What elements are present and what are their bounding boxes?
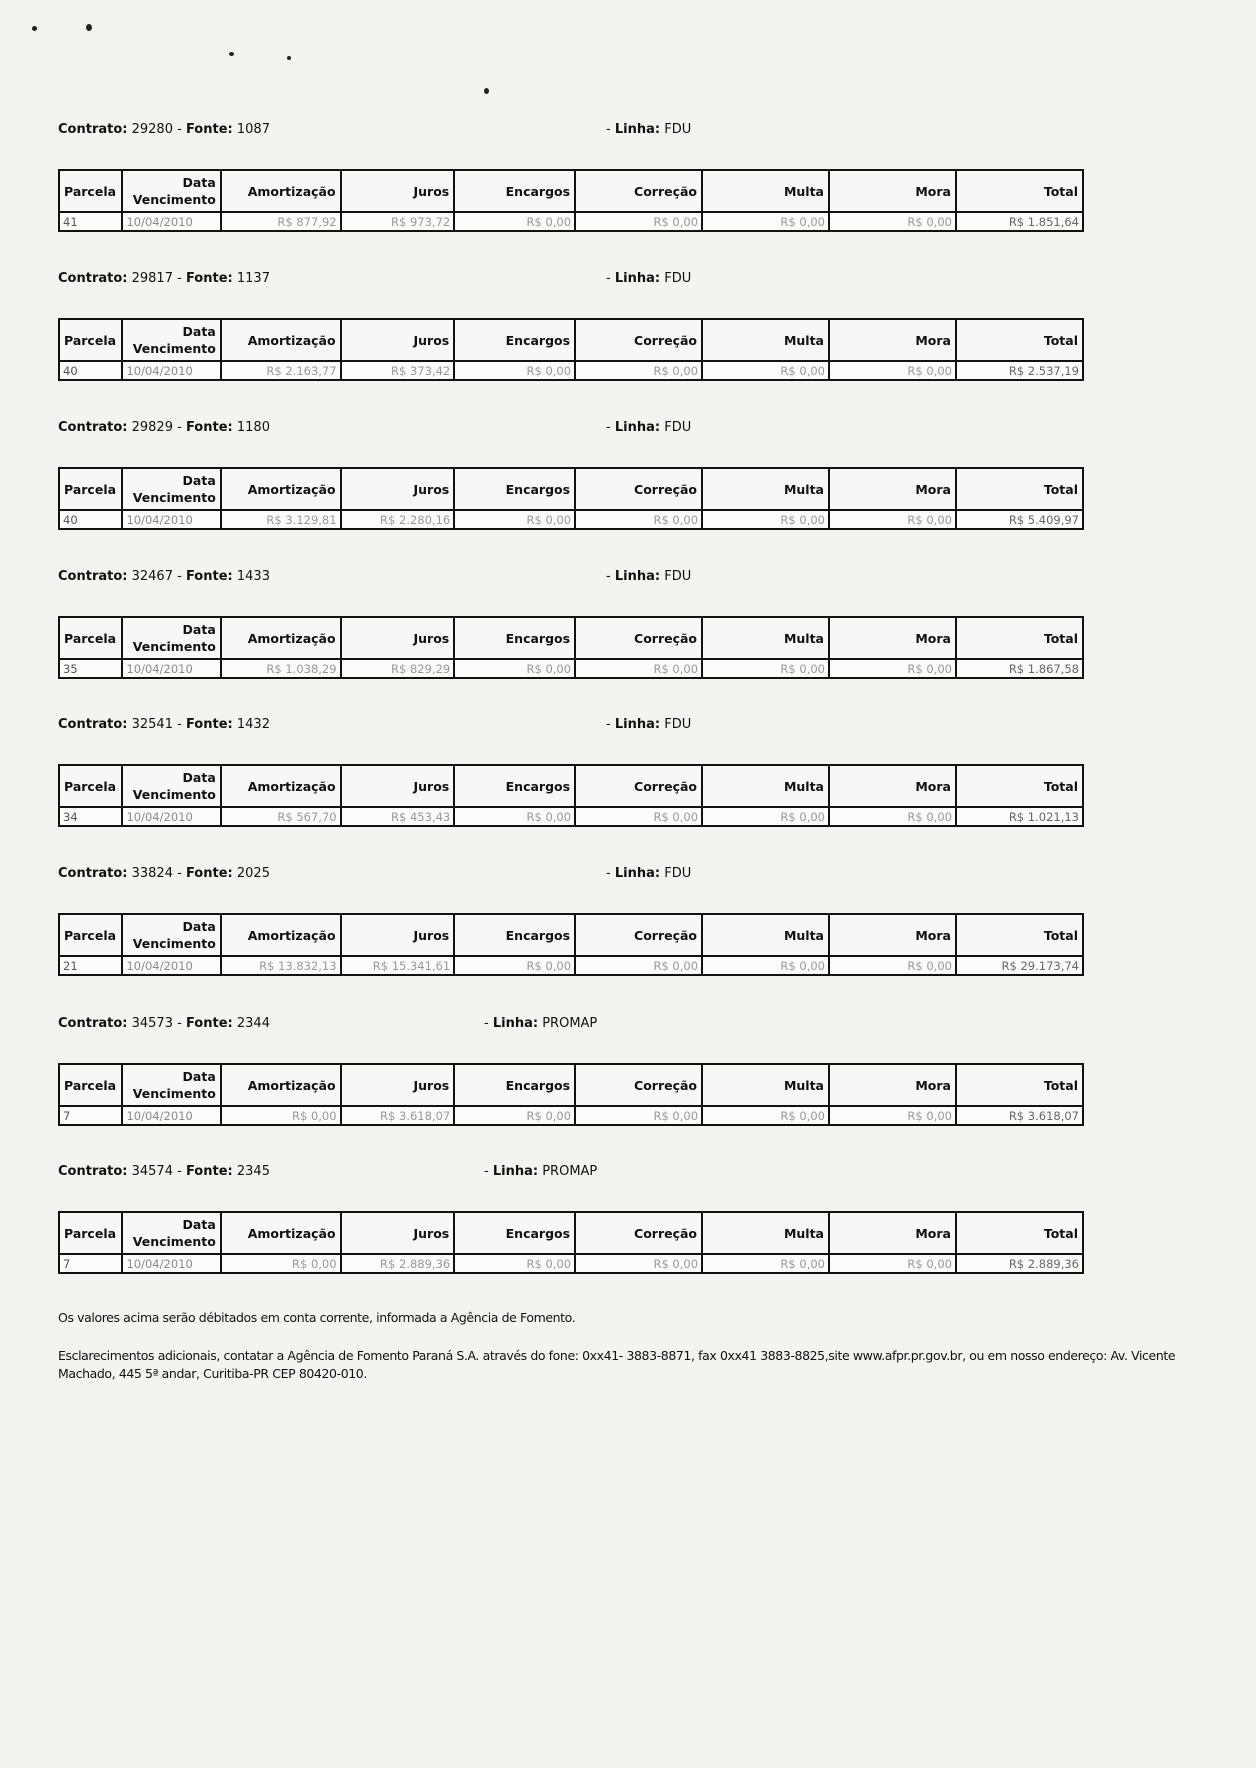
contrato-label: Contrato:	[58, 1016, 128, 1031]
col-header-correcao: Correção	[575, 319, 702, 361]
col-header-multa: Multa	[702, 1064, 829, 1106]
col-header-mora: Mora	[829, 319, 956, 361]
cell-amortizacao: R$ 0,00	[221, 1106, 341, 1125]
col-header-data-vencimento: Data Vencimento	[122, 319, 220, 361]
col-header-mora: Mora	[829, 1212, 956, 1254]
col-header-encargos: Encargos	[454, 170, 575, 212]
cell-encargos: R$ 0,00	[454, 361, 575, 380]
col-header-parcela: Parcela	[59, 617, 122, 659]
cell-multa: R$ 0,00	[702, 510, 829, 529]
cell-data-vencimento: 10/04/2010	[122, 1106, 220, 1125]
contrato-number: 29817	[131, 271, 173, 286]
cell-encargos: R$ 0,00	[454, 1254, 575, 1273]
linha-value: FDU	[664, 866, 692, 881]
cell-total: R$ 1.867,58	[956, 659, 1083, 678]
col-header-juros: Juros	[341, 617, 455, 659]
table-row	[59, 807, 1083, 826]
cell-correcao: R$ 0,00	[575, 1106, 702, 1125]
col-header-multa: Multa	[702, 468, 829, 510]
fonte-number: 2025	[236, 866, 270, 881]
linha-value: FDU	[664, 569, 692, 584]
cell-amortizacao: R$ 1.038,29	[221, 659, 341, 678]
col-header-correcao: Correção	[575, 1212, 702, 1254]
linha-value: FDU	[664, 271, 692, 286]
linha-label: Linha:	[614, 271, 661, 286]
col-header-mora: Mora	[829, 617, 956, 659]
contrato-number: 33824	[131, 866, 173, 881]
col-header-total: Total	[956, 765, 1083, 807]
cell-juros: R$ 829,29	[341, 659, 455, 678]
cell-mora: R$ 0,00	[829, 956, 956, 975]
col-header-encargos: Encargos	[454, 1212, 575, 1254]
col-header-multa: Multa	[702, 617, 829, 659]
installment-table	[58, 616, 1084, 679]
installment-table	[58, 1063, 1084, 1126]
cell-amortizacao: R$ 0,00	[221, 1254, 341, 1273]
table-row	[59, 510, 1083, 529]
contrato-label: Contrato:	[58, 569, 128, 584]
contract-header	[58, 717, 270, 737]
contrato-number: 32467	[131, 569, 173, 584]
col-header-parcela: Parcela	[59, 1212, 122, 1254]
col-header-parcela: Parcela	[59, 1064, 122, 1106]
cell-correcao: R$ 0,00	[575, 510, 702, 529]
scan-speck	[86, 24, 92, 31]
contrato-number: 29280	[131, 122, 173, 137]
table-header-row	[59, 617, 1083, 659]
cell-mora: R$ 0,00	[829, 212, 956, 231]
cell-encargos: R$ 0,00	[454, 1106, 575, 1125]
col-header-encargos: Encargos	[454, 765, 575, 807]
col-header-juros: Juros	[341, 170, 455, 212]
cell-multa: R$ 0,00	[702, 361, 829, 380]
cell-data-vencimento: 10/04/2010	[122, 956, 220, 975]
contrato-label: Contrato:	[58, 866, 128, 881]
fonte-number: 1432	[236, 717, 270, 732]
contrato-number: 34573	[131, 1016, 173, 1031]
separator: -	[606, 866, 611, 881]
col-header-multa: Multa	[702, 319, 829, 361]
cell-juros: R$ 973,72	[341, 212, 455, 231]
cell-amortizacao: R$ 13.832,13	[221, 956, 341, 975]
table-header-row	[59, 319, 1083, 361]
fonte-label: Fonte:	[185, 1016, 233, 1031]
table-header-row	[59, 914, 1083, 956]
col-header-encargos: Encargos	[454, 468, 575, 510]
col-header-total: Total	[956, 1064, 1083, 1106]
linha-value: PROMAP	[542, 1016, 598, 1031]
contrato-label: Contrato:	[58, 271, 128, 286]
cell-total: R$ 3.618,07	[956, 1106, 1083, 1125]
fonte-number: 2345	[236, 1164, 270, 1179]
footer-contact-line-1: Esclarecimentos adicionais, contatar a Agência de Fomento Paraná S.A. através do fone: 0xx41- 3883-8871, fax 0xx41 3883-8825,site www.afpr.pr.gov.br, ou em nosso endereço: Av. Vicente	[58, 1348, 1176, 1363]
col-header-parcela: Parcela	[59, 914, 122, 956]
contrato-label: Contrato:	[58, 1164, 128, 1179]
table-row	[59, 1106, 1083, 1125]
col-header-data-vencimento: Data Vencimento	[122, 617, 220, 659]
footer-contact-line-2: Machado, 445 5ª andar, Curitiba-PR CEP 80420-010.	[58, 1366, 367, 1381]
col-header-correcao: Correção	[575, 914, 702, 956]
cell-correcao: R$ 0,00	[575, 659, 702, 678]
table-row	[59, 659, 1083, 678]
table-row	[59, 212, 1083, 231]
cell-total: R$ 1.021,13	[956, 807, 1083, 826]
col-header-encargos: Encargos	[454, 319, 575, 361]
fonte-label: Fonte:	[185, 866, 233, 881]
cell-encargos: R$ 0,00	[454, 212, 575, 231]
cell-total: R$ 2.889,36	[956, 1254, 1083, 1273]
table-header-row	[59, 1212, 1083, 1254]
scan-speck	[32, 26, 37, 31]
cell-parcela: 34	[59, 807, 122, 826]
cell-parcela: 35	[59, 659, 122, 678]
separator: -	[606, 717, 611, 732]
cell-correcao: R$ 0,00	[575, 956, 702, 975]
fonte-label: Fonte:	[185, 1164, 233, 1179]
col-header-encargos: Encargos	[454, 617, 575, 659]
contrato-label: Contrato:	[58, 420, 128, 435]
col-header-data-vencimento: Data Vencimento	[122, 914, 220, 956]
cell-data-vencimento: 10/04/2010	[122, 361, 220, 380]
contract-header	[58, 271, 270, 291]
installment-table	[58, 1211, 1084, 1274]
col-header-total: Total	[956, 170, 1083, 212]
cell-correcao: R$ 0,00	[575, 361, 702, 380]
table-row	[59, 1254, 1083, 1273]
contract-header	[58, 122, 270, 142]
cell-parcela: 7	[59, 1106, 122, 1125]
cell-parcela: 21	[59, 956, 122, 975]
separator: -	[177, 569, 182, 584]
linha-value: FDU	[664, 122, 692, 137]
linha-field	[484, 1164, 597, 1179]
cell-encargos: R$ 0,00	[454, 510, 575, 529]
col-header-total: Total	[956, 468, 1083, 510]
cell-juros: R$ 2.280,16	[341, 510, 455, 529]
cell-total: R$ 29.173,74	[956, 956, 1083, 975]
cell-amortizacao: R$ 567,70	[221, 807, 341, 826]
col-header-mora: Mora	[829, 914, 956, 956]
linha-label: Linha:	[614, 569, 661, 584]
linha-label: Linha:	[492, 1164, 539, 1179]
installment-table	[58, 913, 1084, 976]
cell-data-vencimento: 10/04/2010	[122, 807, 220, 826]
col-header-juros: Juros	[341, 765, 455, 807]
separator: -	[484, 1164, 489, 1179]
scan-speck	[229, 52, 234, 56]
contrato-number: 32541	[131, 717, 173, 732]
col-header-correcao: Correção	[575, 765, 702, 807]
col-header-data-vencimento: Data Vencimento	[122, 765, 220, 807]
fonte-number: 1087	[236, 122, 270, 137]
contrato-label: Contrato:	[58, 717, 128, 732]
separator: -	[177, 1016, 182, 1031]
fonte-number: 1433	[236, 569, 270, 584]
contract-header	[58, 866, 270, 886]
scan-speck	[484, 88, 489, 94]
cell-amortizacao: R$ 877,92	[221, 212, 341, 231]
footer-note: Os valores acima serão débitados em conta corrente, informada a Agência de Fomento.	[58, 1310, 576, 1325]
linha-field	[606, 122, 691, 137]
col-header-amortizacao: Amortização	[221, 914, 341, 956]
separator: -	[177, 420, 182, 435]
col-header-amortizacao: Amortização	[221, 617, 341, 659]
linha-value: PROMAP	[542, 1164, 598, 1179]
linha-field	[606, 420, 691, 435]
cell-juros: R$ 15.341,61	[341, 956, 455, 975]
linha-label: Linha:	[614, 866, 661, 881]
linha-value: FDU	[664, 717, 692, 732]
col-header-correcao: Correção	[575, 468, 702, 510]
col-header-data-vencimento: Data Vencimento	[122, 1212, 220, 1254]
cell-data-vencimento: 10/04/2010	[122, 1254, 220, 1273]
separator: -	[606, 271, 611, 286]
cell-amortizacao: R$ 2.163,77	[221, 361, 341, 380]
col-header-mora: Mora	[829, 765, 956, 807]
cell-mora: R$ 0,00	[829, 510, 956, 529]
installment-table	[58, 169, 1084, 232]
col-header-correcao: Correção	[575, 1064, 702, 1106]
linha-field	[484, 1016, 597, 1031]
col-header-mora: Mora	[829, 468, 956, 510]
linha-value: FDU	[664, 420, 692, 435]
linha-label: Linha:	[614, 717, 661, 732]
cell-mora: R$ 0,00	[829, 1254, 956, 1273]
separator: -	[606, 569, 611, 584]
table-header-row	[59, 1064, 1083, 1106]
table-header-row	[59, 468, 1083, 510]
cell-total: R$ 5.409,97	[956, 510, 1083, 529]
col-header-parcela: Parcela	[59, 170, 122, 212]
col-header-amortizacao: Amortização	[221, 468, 341, 510]
contract-header	[58, 1164, 270, 1184]
separator: -	[606, 122, 611, 137]
cell-multa: R$ 0,00	[702, 807, 829, 826]
scan-speck	[287, 56, 291, 60]
separator: -	[606, 420, 611, 435]
cell-mora: R$ 0,00	[829, 807, 956, 826]
cell-juros: R$ 3.618,07	[341, 1106, 455, 1125]
cell-parcela: 7	[59, 1254, 122, 1273]
col-header-mora: Mora	[829, 170, 956, 212]
fonte-label: Fonte:	[185, 717, 233, 732]
col-header-parcela: Parcela	[59, 468, 122, 510]
cell-multa: R$ 0,00	[702, 1106, 829, 1125]
cell-encargos: R$ 0,00	[454, 659, 575, 678]
cell-multa: R$ 0,00	[702, 659, 829, 678]
col-header-amortizacao: Amortização	[221, 1212, 341, 1254]
linha-label: Linha:	[614, 122, 661, 137]
cell-total: R$ 1.851,64	[956, 212, 1083, 231]
table-row	[59, 361, 1083, 380]
cell-amortizacao: R$ 3.129,81	[221, 510, 341, 529]
col-header-parcela: Parcela	[59, 319, 122, 361]
linha-field	[606, 866, 691, 881]
col-header-juros: Juros	[341, 468, 455, 510]
col-header-amortizacao: Amortização	[221, 765, 341, 807]
table-header-row	[59, 765, 1083, 807]
linha-field	[606, 569, 691, 584]
col-header-multa: Multa	[702, 765, 829, 807]
cell-mora: R$ 0,00	[829, 361, 956, 380]
col-header-encargos: Encargos	[454, 914, 575, 956]
cell-juros: R$ 453,43	[341, 807, 455, 826]
fonte-label: Fonte:	[185, 569, 233, 584]
fonte-label: Fonte:	[185, 420, 233, 435]
contract-header	[58, 420, 270, 440]
contract-header	[58, 569, 270, 589]
col-header-parcela: Parcela	[59, 765, 122, 807]
cell-correcao: R$ 0,00	[575, 807, 702, 826]
cell-encargos: R$ 0,00	[454, 807, 575, 826]
cell-juros: R$ 373,42	[341, 361, 455, 380]
linha-label: Linha:	[492, 1016, 539, 1031]
cell-data-vencimento: 10/04/2010	[122, 510, 220, 529]
col-header-multa: Multa	[702, 914, 829, 956]
col-header-correcao: Correção	[575, 617, 702, 659]
col-header-amortizacao: Amortização	[221, 319, 341, 361]
cell-multa: R$ 0,00	[702, 212, 829, 231]
col-header-multa: Multa	[702, 1212, 829, 1254]
table-row	[59, 956, 1083, 975]
contract-header	[58, 1016, 270, 1036]
col-header-data-vencimento: Data Vencimento	[122, 1064, 220, 1106]
col-header-juros: Juros	[341, 319, 455, 361]
cell-encargos: R$ 0,00	[454, 956, 575, 975]
cell-total: R$ 2.537,19	[956, 361, 1083, 380]
col-header-total: Total	[956, 319, 1083, 361]
installment-table	[58, 467, 1084, 530]
col-header-juros: Juros	[341, 1064, 455, 1106]
cell-correcao: R$ 0,00	[575, 212, 702, 231]
fonte-number: 1180	[236, 420, 270, 435]
fonte-number: 1137	[236, 271, 270, 286]
contrato-number: 29829	[131, 420, 173, 435]
separator: -	[484, 1016, 489, 1031]
installment-table	[58, 318, 1084, 381]
col-header-amortizacao: Amortização	[221, 170, 341, 212]
col-header-correcao: Correção	[575, 170, 702, 212]
col-header-encargos: Encargos	[454, 1064, 575, 1106]
col-header-data-vencimento: Data Vencimento	[122, 170, 220, 212]
fonte-number: 2344	[236, 1016, 270, 1031]
cell-data-vencimento: 10/04/2010	[122, 659, 220, 678]
cell-mora: R$ 0,00	[829, 1106, 956, 1125]
cell-correcao: R$ 0,00	[575, 1254, 702, 1273]
linha-field	[606, 717, 691, 732]
col-header-juros: Juros	[341, 1212, 455, 1254]
linha-field	[606, 271, 691, 286]
cell-parcela: 40	[59, 361, 122, 380]
linha-label: Linha:	[614, 420, 661, 435]
contrato-number: 34574	[131, 1164, 173, 1179]
separator: -	[177, 717, 182, 732]
col-header-total: Total	[956, 1212, 1083, 1254]
installment-table	[58, 764, 1084, 827]
separator: -	[177, 866, 182, 881]
cell-parcela: 40	[59, 510, 122, 529]
col-header-amortizacao: Amortização	[221, 1064, 341, 1106]
cell-data-vencimento: 10/04/2010	[122, 212, 220, 231]
col-header-data-vencimento: Data Vencimento	[122, 468, 220, 510]
contrato-label: Contrato:	[58, 122, 128, 137]
cell-juros: R$ 2.889,36	[341, 1254, 455, 1273]
cell-multa: R$ 0,00	[702, 1254, 829, 1273]
cell-multa: R$ 0,00	[702, 956, 829, 975]
separator: -	[177, 1164, 182, 1179]
separator: -	[177, 122, 182, 137]
cell-parcela: 41	[59, 212, 122, 231]
fonte-label: Fonte:	[185, 271, 233, 286]
col-header-juros: Juros	[341, 914, 455, 956]
col-header-total: Total	[956, 617, 1083, 659]
cell-mora: R$ 0,00	[829, 659, 956, 678]
col-header-total: Total	[956, 914, 1083, 956]
table-header-row	[59, 170, 1083, 212]
fonte-label: Fonte:	[185, 122, 233, 137]
separator: -	[177, 271, 182, 286]
col-header-mora: Mora	[829, 1064, 956, 1106]
col-header-multa: Multa	[702, 170, 829, 212]
